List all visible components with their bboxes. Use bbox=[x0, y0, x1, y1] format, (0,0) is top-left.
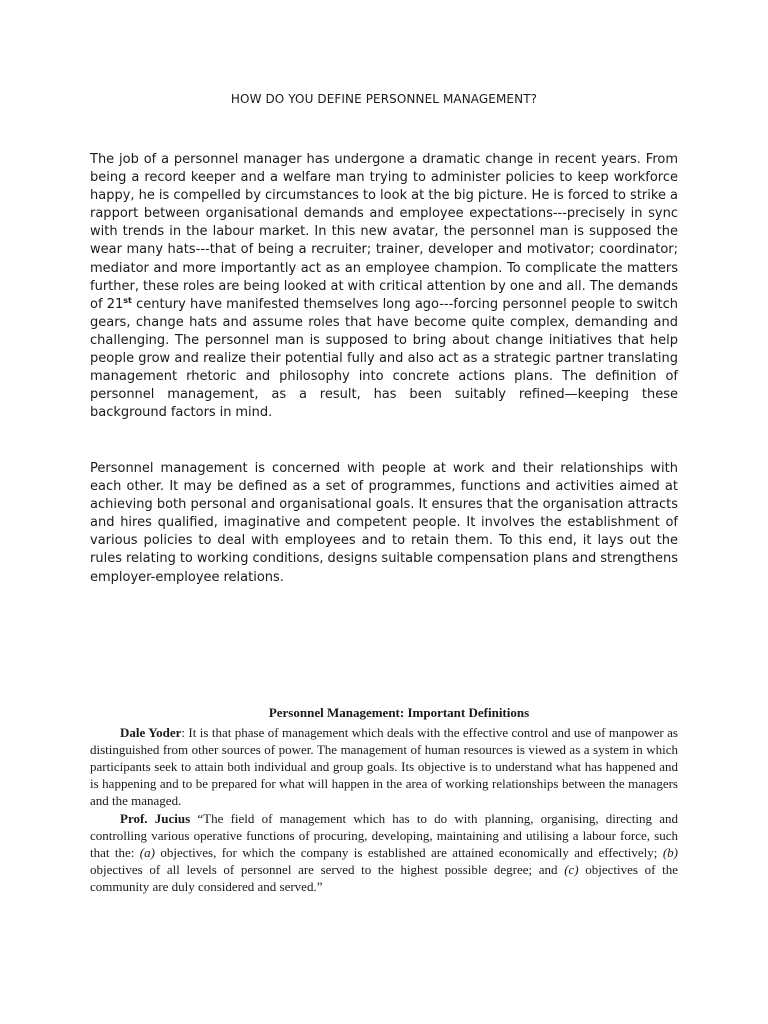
definitions-heading: Personnel Management: Important Definitions bbox=[268, 705, 530, 720]
definition-paragraph: Personnel management is concerned with people at work and their relationships with each other. It may be defined as a set of programmes, functions and activities aimed at achieving both personal and organisational goals. It ensures that the organisation attracts and hires qualified, imaginative and competent people. It involves the establishment of various policies to deal with employees and to retain them. To this end, it lays out the rules relating to working conditions, designs suitable compensation plans and strengthens employer-employee relations. bbox=[90, 461, 678, 585]
list-marker-c: (c) bbox=[564, 862, 579, 877]
definition-author: Dale Yoder bbox=[120, 725, 182, 740]
definition-text-4: objectives of the community are duly considered and served.” bbox=[90, 862, 678, 894]
list-marker-b: (b) bbox=[662, 845, 678, 860]
ordinal-superscript: st bbox=[123, 295, 132, 305]
definition-text: : It is that phase of management which deals with the effective control and use of manpower as distinguished from other sources of power. The management of human resources is viewed as a system in which participants seek to attain both individual and group goals. Its objective is to understand what has happened and is happening and to be prepared for what will happen in the area of working relationships between the managers and the managed. bbox=[90, 725, 678, 808]
intro-paragraph-text-a: The job of a personnel manager has undergone a dramatic change in recent years. From being a record keeper and a welfare man trying to administer policies to keep workforce happy, he is compelled by circumstances to look at the big picture. He is forced to strike a rapport between organisational demands and employee expectations---precisely in sync with trends in the labour market. In this new avatar, the personnel man is supposed the wear many hats---that of being a recruiter; trainer, developer and motivator; coordinator; mediator and more importantly act as an employee champion. To complicate the matters further, these roles are being looked at with critical attention by one and all. The demands of 21 bbox=[90, 152, 678, 312]
definition-text-2: objectives, for which the company is established are attained economically and effectively; bbox=[154, 845, 663, 860]
intro-paragraph bbox=[90, 151, 678, 422]
definition-prof-jucius bbox=[90, 810, 678, 895]
definition-text-1: “The field of management which has to do with planning, organising, directing and controlling various operative functions of procuring, developing, maintaining and utilising a labour force, such that the: bbox=[90, 811, 678, 860]
definition-dale-yoder bbox=[90, 724, 678, 809]
intro-paragraph-text-b: century have manifested themselves long ago---forcing personnel people to switch gears, change hats and assume roles that have become quite complex, demanding and challenging. The personnel man is supposed to bring about change initiatives that help people grow and realize their potential fully and also act as a strategic partner translating management rhetoric and philosophy into concrete actions plans. The definition of personnel management, as a result, has been suitably refined—keeping these background factors in mind. bbox=[90, 296, 678, 421]
list-marker-a: (a) bbox=[139, 845, 155, 860]
definition-text-3: objectives of all levels of personnel are served to the highest possible degree; and bbox=[90, 862, 565, 877]
definition-author: Prof. Jucius bbox=[120, 811, 191, 826]
document-title: HOW DO YOU DEFINE PERSONNEL MANAGEMENT? bbox=[230, 92, 538, 106]
